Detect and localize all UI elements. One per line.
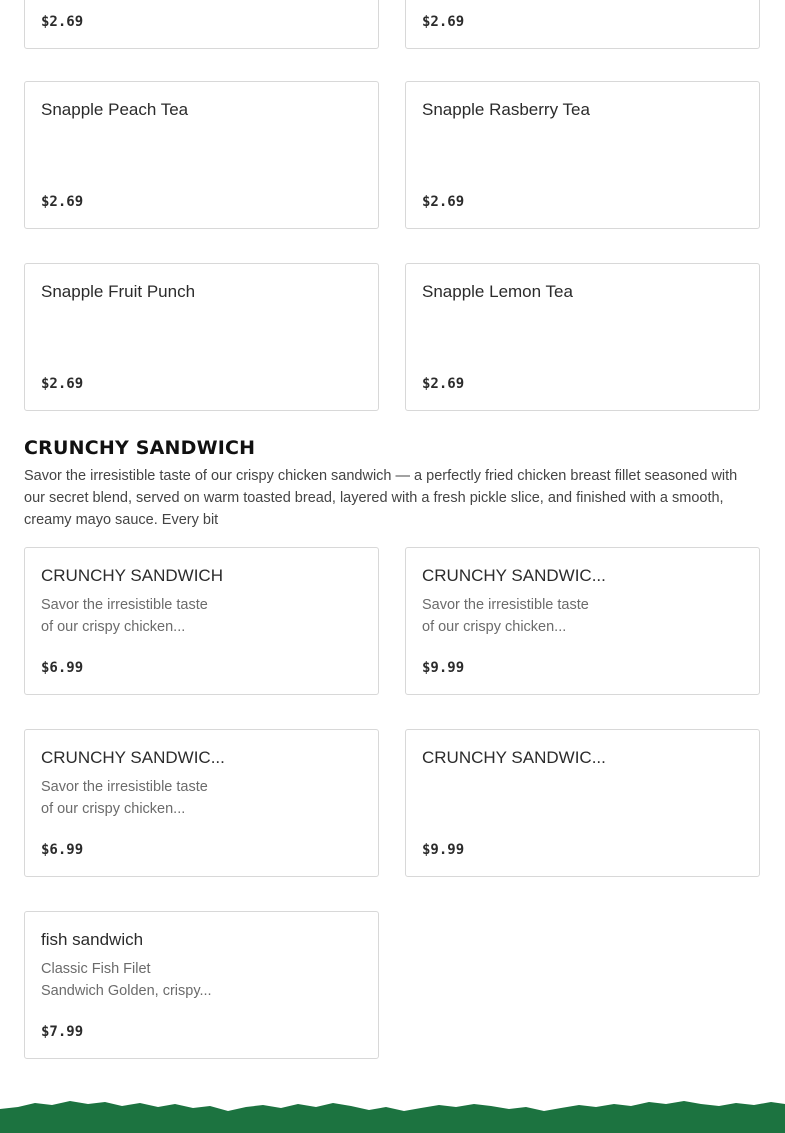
- description-line: Sandwich Golden, crispy...: [41, 983, 212, 999]
- menu-item-name: Snapple Rasberry Tea: [422, 100, 590, 119]
- section-description: Savor the irresistible taste of our crispy chicken sandwich — a perfectly fried chicken breast fillet seasoned with our secret blend, served on warm toasted bread, layered with a fresh pickle slice, and finished with a smooth, creamy mayo sauce. Every bit: [24, 468, 738, 528]
- menu-item-card[interactable]: [24, 81, 379, 229]
- menu-item-description: [422, 594, 600, 638]
- menu-item-name: Snapple Fruit Punch: [41, 282, 196, 301]
- menu-item-price: $9.99: [422, 660, 465, 676]
- menu-item-price: $2.69: [422, 194, 465, 210]
- menu-item-price: $2.69: [422, 14, 465, 30]
- menu-item-price: $6.99: [41, 842, 84, 858]
- menu-item-name: CRUNCHY SANDWIC...: [422, 748, 606, 767]
- menu-item-price: $7.99: [41, 1024, 84, 1040]
- menu-item-name: Snapple Peach Tea: [41, 100, 189, 119]
- description-line: of our crispy chicken...: [41, 801, 186, 817]
- menu-item-price: $6.99: [41, 660, 84, 676]
- menu-item-card[interactable]: [24, 911, 379, 1059]
- description-line: of our crispy chicken...: [422, 619, 567, 635]
- menu-item-price: $9.99: [422, 842, 465, 858]
- menu-item-name: CRUNCHY SANDWIC...: [41, 748, 225, 767]
- menu-item-card[interactable]: [405, 0, 760, 49]
- menu-item-card[interactable]: [24, 0, 379, 49]
- menu-item-price: $2.69: [41, 14, 84, 30]
- menu-item-name: CRUNCHY SANDWICH: [41, 566, 223, 585]
- footer-torn-edge: [0, 1095, 785, 1133]
- description-line: of our crispy chicken...: [41, 619, 186, 635]
- description-line: Classic Fish Filet: [41, 961, 151, 977]
- menu-item-description: [41, 594, 219, 638]
- menu-item-description: [41, 776, 219, 820]
- section-title: CRUNCHY SANDWICH: [24, 437, 256, 459]
- menu-item-price: $2.69: [422, 376, 465, 392]
- menu-item-card[interactable]: [405, 729, 760, 877]
- description-line: Savor the irresistible taste: [41, 597, 208, 613]
- menu-item-price: $2.69: [41, 376, 84, 392]
- menu-item-description: [41, 958, 219, 1002]
- menu-item-card[interactable]: [405, 547, 760, 695]
- menu-item-card[interactable]: [405, 263, 760, 411]
- description-line: Savor the irresistible taste: [41, 779, 208, 795]
- footer-torn-edge-shape: [0, 1101, 785, 1133]
- menu-item-name: CRUNCHY SANDWIC...: [422, 566, 606, 585]
- menu-item-name: fish sandwich: [41, 930, 144, 949]
- description-line: Savor the irresistible taste: [422, 597, 589, 613]
- menu-item-card[interactable]: [405, 81, 760, 229]
- menu-item-card[interactable]: [24, 547, 379, 695]
- menu-item-price: $2.69: [41, 194, 84, 210]
- menu-item-card[interactable]: [24, 263, 379, 411]
- menu-item-name: Snapple Lemon Tea: [422, 282, 573, 301]
- menu-item-card[interactable]: [24, 729, 379, 877]
